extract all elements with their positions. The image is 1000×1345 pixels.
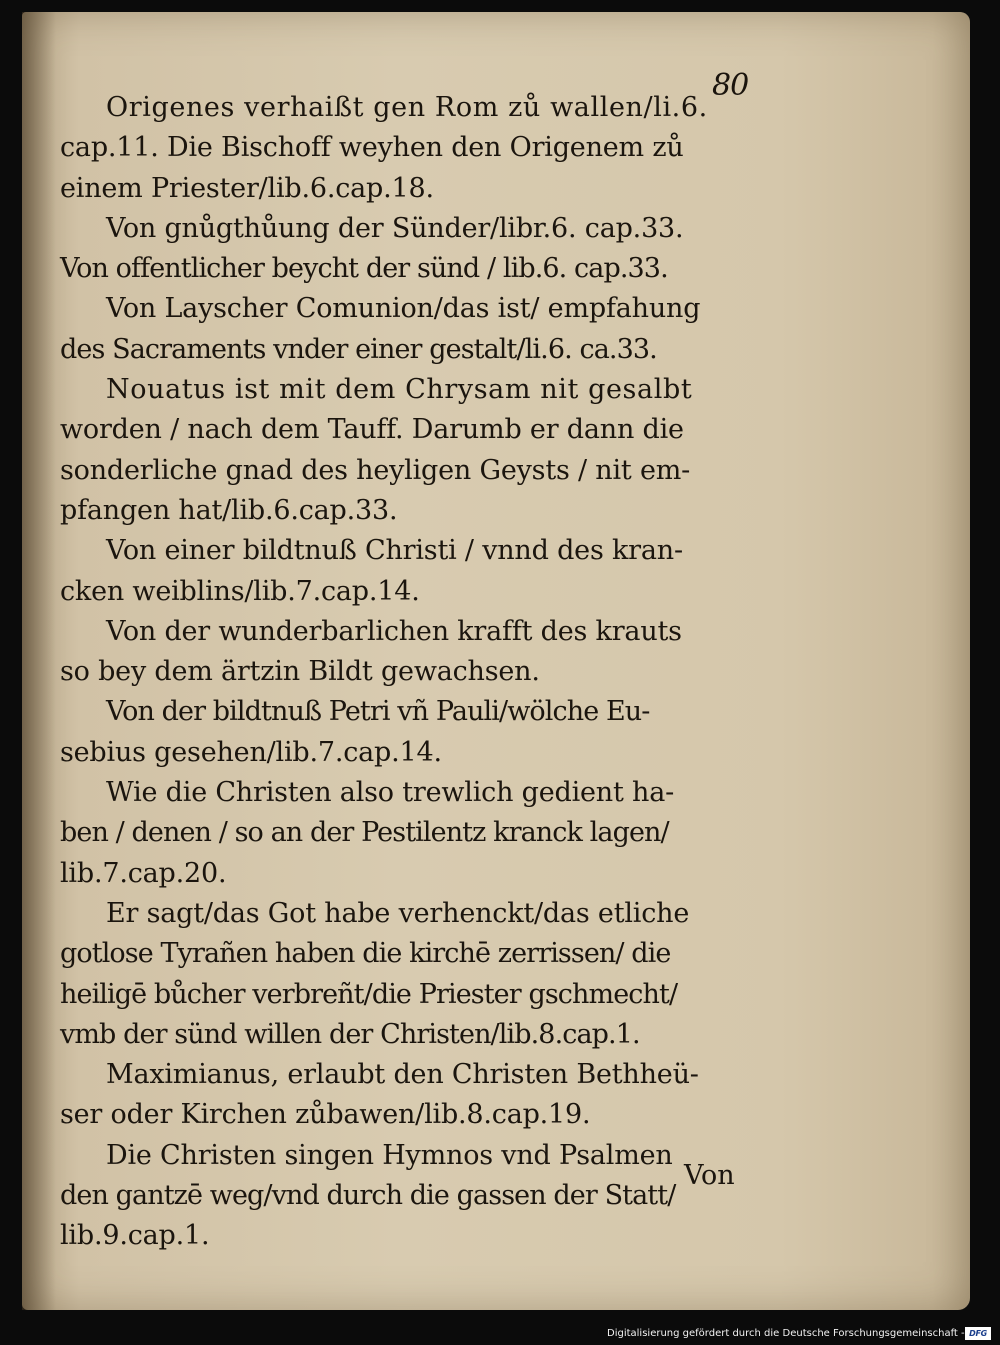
text-line: ben / denen / so an der Pestilentz kranck lagen/ bbox=[60, 817, 669, 849]
text-line: Von Layscher Comunion/das ist/ empfahung bbox=[106, 293, 701, 325]
text-line: Nouatus ist mit dem Chrysam nit gesalbt bbox=[106, 374, 693, 406]
text-line: Von einer bildtnuß Christi / vnnd des kran- bbox=[106, 535, 683, 567]
text-line: sonderliche gnad des heyligen Geysts / nit em- bbox=[60, 454, 691, 486]
text-line: vmb der sünd willen der Christen/lib.8.cap.1. bbox=[60, 1018, 640, 1050]
text-line: Von der bildtnuß Petri vñ Pauli/wölche Eu- bbox=[106, 696, 650, 728]
book-page bbox=[22, 12, 970, 1310]
text-line: cken weiblins/lib.7.cap.14. bbox=[60, 575, 420, 607]
text-line: ser oder Kirchen zůbawen/lib.8.cap.19. bbox=[60, 1099, 591, 1131]
text-line: Wie die Christen also trewlich gedient ha- bbox=[106, 777, 675, 809]
text-line: lib.7.cap.20. bbox=[60, 857, 227, 889]
text-line: des Sacraments vnder einer gestalt/li.6. ca.33. bbox=[60, 333, 657, 365]
catchword: Von bbox=[684, 1160, 735, 1191]
text-line: sebius gesehen/lib.7.cap.14. bbox=[60, 736, 442, 768]
text-line: Er sagt/das Got habe verhenckt/das etliche bbox=[106, 897, 690, 929]
text-line: Origenes verhaißt gen Rom zů wallen/li.6. bbox=[106, 92, 708, 123]
text-line: Maximianus, erlaubt den Christen Bethheü- bbox=[106, 1059, 699, 1091]
text-line: Von gnůgthůung der Sünder/libr.6. cap.33. bbox=[106, 212, 684, 244]
text-line: gotlose Tyrañen haben die kirchē zerrissen/ die bbox=[60, 938, 671, 970]
text-line: den gantzē weg/vnd durch die gassen der Statt/ bbox=[60, 1180, 676, 1212]
text-line: heiligē bůcher verbreñt/die Priester gschmecht/ bbox=[60, 978, 678, 1010]
text-line: pfangen hat/lib.6.cap.33. bbox=[60, 494, 398, 526]
text-line: worden / nach dem Tauff. Darumb er dann die bbox=[60, 414, 684, 446]
folio-number: 80 bbox=[712, 68, 749, 103]
text-line: Die Christen singen Hymnos vnd Psalmen bbox=[106, 1139, 673, 1171]
text-line: einem Priester/lib.6.cap.18. bbox=[60, 172, 434, 204]
page-text-block bbox=[60, 88, 760, 1257]
text-line: so bey dem ärtzin Bildt gewachsen. bbox=[60, 656, 540, 688]
text-line: cap.11. Die Bischoff weyhen den Origenem zů bbox=[60, 132, 684, 164]
digitization-credit: Digitalisierung gefördert durch die Deutsche Forschungsgemeinschaft - bbox=[607, 1328, 965, 1339]
text-line: Von der wunderbarlichen krafft des krauts bbox=[106, 615, 682, 647]
text-line: lib.9.cap.1. bbox=[60, 1220, 210, 1252]
text-line: Von offentlicher beycht der sünd / lib.6. cap.33. bbox=[60, 253, 668, 285]
dfg-logo: DFG bbox=[965, 1327, 991, 1340]
